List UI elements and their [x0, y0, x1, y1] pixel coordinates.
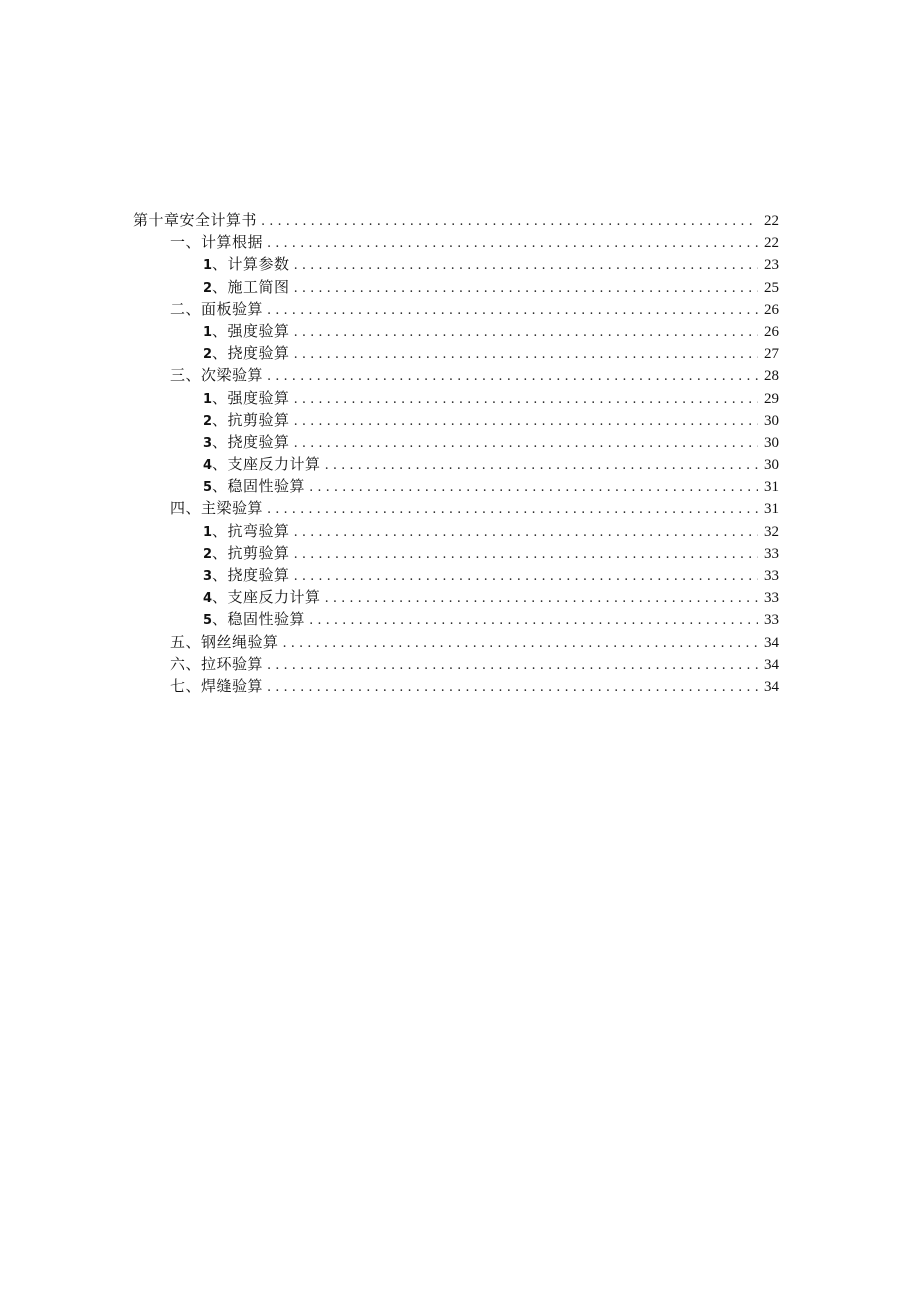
toc-entry-page-number: 30 [764, 434, 779, 451]
toc-entry-page-number: 34 [764, 678, 779, 695]
toc-subsection-entry[interactable] [133, 520, 779, 542]
toc-entry-number: 1 [203, 524, 213, 540]
toc-entry-number: 1 [203, 258, 213, 274]
toc-entry-page-number: 33 [764, 568, 779, 584]
toc-entry-title: 、挠度验算 [212, 432, 290, 451]
toc-dot-leader [309, 610, 758, 632]
toc-section-entry[interactable] [133, 497, 779, 519]
toc-entry-page-number: 26 [764, 323, 779, 340]
toc-dot-leader [294, 322, 758, 344]
toc-entry-page-number: 31 [764, 479, 779, 496]
toc-entry-page-number: 34 [764, 656, 779, 673]
toc-dot-leader [294, 433, 758, 455]
toc-subsection-entry[interactable] [133, 564, 779, 586]
toc-entry-page-number: 29 [764, 390, 779, 407]
toc-entry-title: 、支座反力计算 [212, 455, 321, 474]
toc-section-entry[interactable] [133, 631, 779, 653]
toc-entry-page-number: 30 [764, 412, 779, 429]
toc-dot-leader [267, 300, 758, 322]
toc-entry-number: 5 [203, 613, 213, 629]
toc-entry-title: 、强度验算 [212, 321, 290, 340]
toc-entry-title: 一、计算根据 [170, 233, 264, 252]
toc-entry-number: 3 [203, 435, 213, 451]
toc-entry-page-number: 27 [764, 346, 779, 363]
toc-dot-leader [267, 499, 758, 521]
toc-subsection-entry[interactable] [133, 276, 779, 298]
toc-dot-leader [294, 255, 758, 277]
toc-entry-title: 、稳固性验算 [212, 477, 306, 496]
toc-entry-title: 、强度验算 [212, 388, 290, 407]
toc-entry-page-number: 34 [764, 634, 779, 651]
toc-entry-page-number: 32 [764, 523, 779, 540]
toc-entry-title: 六、拉环验算 [170, 654, 264, 673]
toc-entry-title: 、挠度验算 [212, 344, 290, 363]
toc-dot-leader [267, 677, 758, 699]
toc-subsection-entry[interactable] [133, 542, 779, 564]
toc-entry-title: 二、面板验算 [170, 299, 264, 318]
toc-subsection-entry[interactable] [133, 475, 779, 497]
toc-entry-number: 4 [203, 458, 213, 474]
toc-dot-leader [294, 411, 758, 433]
toc-entry-page-number: 30 [764, 457, 779, 474]
toc-section-entry[interactable] [133, 364, 779, 386]
toc-entry-title: 、挠度验算 [212, 566, 290, 584]
toc-entry-number: 2 [203, 280, 213, 296]
toc-entry-number: 2 [203, 413, 213, 429]
toc-entry-page-number: 23 [764, 257, 779, 274]
toc-subsection-entry[interactable] [133, 320, 779, 342]
toc-subsection-entry[interactable] [133, 387, 779, 409]
toc-dot-leader [267, 366, 758, 388]
toc-section-entry[interactable] [133, 298, 779, 320]
toc-entry-title: 、计算参数 [212, 255, 290, 274]
toc-entry-title: 七、焊缝验算 [170, 676, 264, 695]
toc-entry-title: 四、主梁验算 [170, 499, 264, 518]
toc-entry-number: 1 [203, 391, 213, 407]
toc-dot-leader [267, 233, 758, 255]
toc-entry-page-number: 33 [764, 590, 779, 607]
toc-entry-page-number: 33 [764, 612, 779, 629]
toc-entry-title: 三、次梁验算 [170, 366, 264, 385]
toc-dot-leader [294, 522, 758, 544]
toc-entry-title: 第十章安全计算书 [133, 211, 258, 229]
toc-entry-page-number: 28 [764, 368, 779, 385]
toc-section-entry[interactable] [133, 675, 779, 697]
toc-entry-number: 2 [203, 546, 213, 562]
toc-entry-number: 1 [203, 324, 213, 340]
toc-entry-title: 、抗剪验算 [212, 410, 290, 429]
toc-dot-leader [294, 566, 758, 588]
toc-section-entry[interactable] [133, 231, 779, 253]
toc-dot-leader [283, 633, 758, 655]
toc-subsection-entry[interactable] [133, 431, 779, 453]
toc-entry-page-number: 22 [764, 213, 779, 229]
toc-entry-page-number: 33 [764, 545, 779, 562]
toc-entry-title: 、抗弯验算 [212, 521, 290, 540]
toc-dot-leader [294, 544, 758, 566]
toc-entry-number: 3 [203, 569, 213, 584]
toc-chapter-entry[interactable] [133, 209, 779, 231]
toc-dot-leader [294, 278, 758, 300]
toc-dot-leader [325, 588, 758, 610]
toc-dot-leader [309, 477, 758, 499]
toc-subsection-entry[interactable] [133, 409, 779, 431]
toc-dot-leader [261, 211, 758, 233]
toc-dot-leader [294, 344, 758, 366]
toc-entry-title: 、抗剪验算 [212, 543, 290, 562]
toc-subsection-entry[interactable] [133, 342, 779, 364]
toc-entry-number: 2 [203, 347, 213, 363]
toc-section-entry[interactable] [133, 653, 779, 675]
toc-entry-page-number: 22 [764, 235, 779, 252]
toc-entry-title: 、支座反力计算 [212, 588, 321, 607]
toc-subsection-entry[interactable] [133, 586, 779, 608]
toc-entry-page-number: 31 [764, 501, 779, 518]
toc-subsection-entry[interactable] [133, 453, 779, 475]
toc-subsection-entry[interactable] [133, 608, 779, 630]
toc-entry-title: 、稳固性验算 [212, 610, 306, 629]
toc-entry-number: 4 [203, 591, 213, 607]
toc-dot-leader [325, 455, 758, 477]
toc-entry-page-number: 26 [764, 301, 779, 318]
toc-entry-number: 5 [203, 480, 213, 496]
toc-subsection-entry[interactable] [133, 253, 779, 275]
toc-entry-title: 五、钢丝绳验算 [170, 632, 279, 651]
table-of-contents [133, 209, 779, 697]
toc-entry-page-number: 25 [764, 279, 779, 296]
toc-dot-leader [267, 655, 758, 677]
toc-entry-title: 、施工简图 [212, 277, 290, 296]
toc-dot-leader [294, 389, 758, 411]
